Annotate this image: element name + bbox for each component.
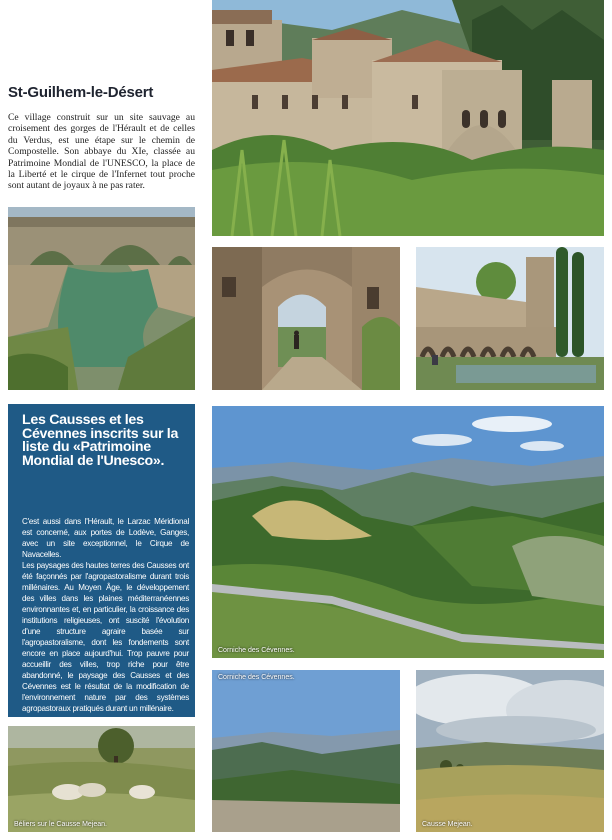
corniche-small-photo	[212, 670, 400, 832]
village-street-photo	[212, 247, 400, 390]
abbey-photo	[212, 0, 604, 236]
causse-mejean-photo	[416, 670, 604, 832]
beliers-caption: Béliers sur le Causse Mejean.	[14, 821, 107, 828]
causses-body	[22, 516, 189, 714]
stguilhem-text: Ce village construit sur un site sauvage au croisement des gorges de l'Hérault et de celles du Verdus, est une étape sur le chemin de Compostelle. Son abbaye du XIe, classée au Patrimoine Mondial de l'UNESCO, la place de la Liberté et le cirque de l'Infernet tout proche sont autant de joyaux à ne pas rater.	[8, 112, 195, 192]
corniche-large-caption: Corniche des Cévennes.	[218, 647, 295, 654]
causses-info-box	[8, 404, 195, 717]
stguilhem-title: St-Guilhem-le-Désert	[8, 84, 154, 101]
cloister-photo	[416, 247, 604, 390]
causses-title: Les Causses et les Cévennes inscrits sur la liste du «Patrimoine Mondial de l'Unesco».	[22, 412, 179, 469]
causses-paragraph-1: C'est aussi dans l'Hérault, le Larzac Méridional est concerné, aux portes de Lodève, Ganges, avec un site exceptionnel, le Cirque de Navacelles.	[22, 517, 189, 559]
corniche-small-caption: Corniche des Cévennes.	[218, 674, 295, 681]
bridge-photo	[8, 207, 195, 390]
beliers-photo	[8, 726, 195, 832]
causse-mejean-caption: Causse Mejean.	[422, 821, 473, 828]
corniche-large-photo	[212, 406, 604, 658]
causses-paragraph-2: Les paysages des hautes terres des Causses ont été façonnés par l'agropastoralisme durant trois millénaires. Au Moyen Âge, le développement des villes dans les plaines méditerranéennes environnantes et, en particulier, la croissance des institutions religieuses, ont suscité l'évolution d'une structure agraire basée sur l'agropastoralisme, dont les fondements sont encore en place aujourd'hui. Trop pauvre pour accueillir des villes, trop riche pour être abandonné, le paysage des Causses et des Cévennes est le résultat de la modification de l'environnement nature par des systèmes agropastoraux pratiqués durant un millénaire.	[22, 561, 189, 713]
